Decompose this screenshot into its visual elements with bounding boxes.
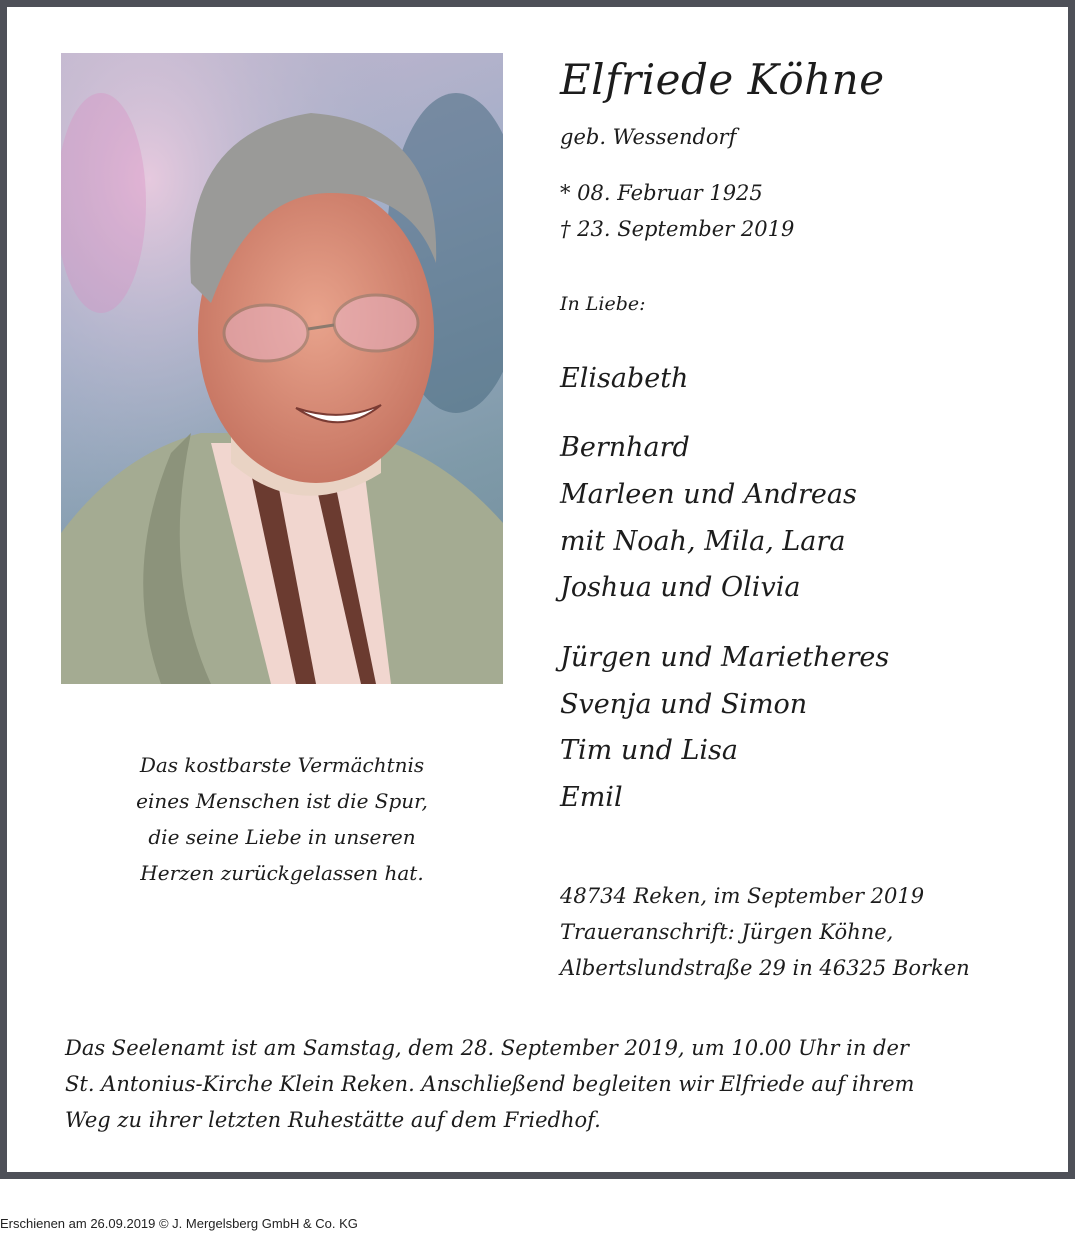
quote-line: Herzen zurückgelassen hat. [140,861,424,885]
birth-name: geb. Wessendorf [560,125,737,149]
death-date: † 23. September 2019 [560,217,795,241]
quote-line: Das kostbarste Vermächtnis [139,753,425,777]
family-member: Marleen und Andreas [560,479,857,510]
publication-footer: Erschienen am 26.09.2019 © J. Mergelsberg GmbH & Co. KG [0,1216,358,1231]
deceased-name: Elfriede Köhne [560,55,885,104]
in-love-label: In Liebe: [560,293,646,315]
family-member: Bernhard [560,432,690,463]
address-line: 48734 Reken, im September 2019 [560,884,925,908]
service-note-line: Weg zu ihrer letzten Ruhestätte auf dem Friedhof. [65,1108,601,1132]
family-member: Elisabeth [560,363,689,394]
family-member: Emil [560,782,623,813]
address-line: Albertslundstraße 29 in 46325 Borken [560,956,970,980]
service-note-line: St. Antonius-Kirche Klein Reken. Anschließend begleiten wir Elfriede auf ihrem [65,1072,915,1096]
family-member: Joshua und Olivia [560,572,801,603]
address-line: Traueranschrift: Jürgen Köhne, [560,920,894,944]
family-member: Svenja und Simon [560,689,808,720]
family-member: mit Noah, Mila, Lara [560,526,846,557]
portrait-image [61,53,503,684]
quote-line: die seine Liebe in unseren [148,825,416,849]
family-member: Jürgen und Marietheres [560,642,890,673]
birth-date: * 08. Februar 1925 [560,181,763,205]
quote-line: eines Menschen ist die Spur, [136,789,428,813]
portrait-photo [61,53,503,684]
family-member: Tim und Lisa [560,735,738,766]
service-note-line: Das Seelenamt ist am Samstag, dem 28. September 2019, um 10.00 Uhr in der [65,1036,909,1060]
